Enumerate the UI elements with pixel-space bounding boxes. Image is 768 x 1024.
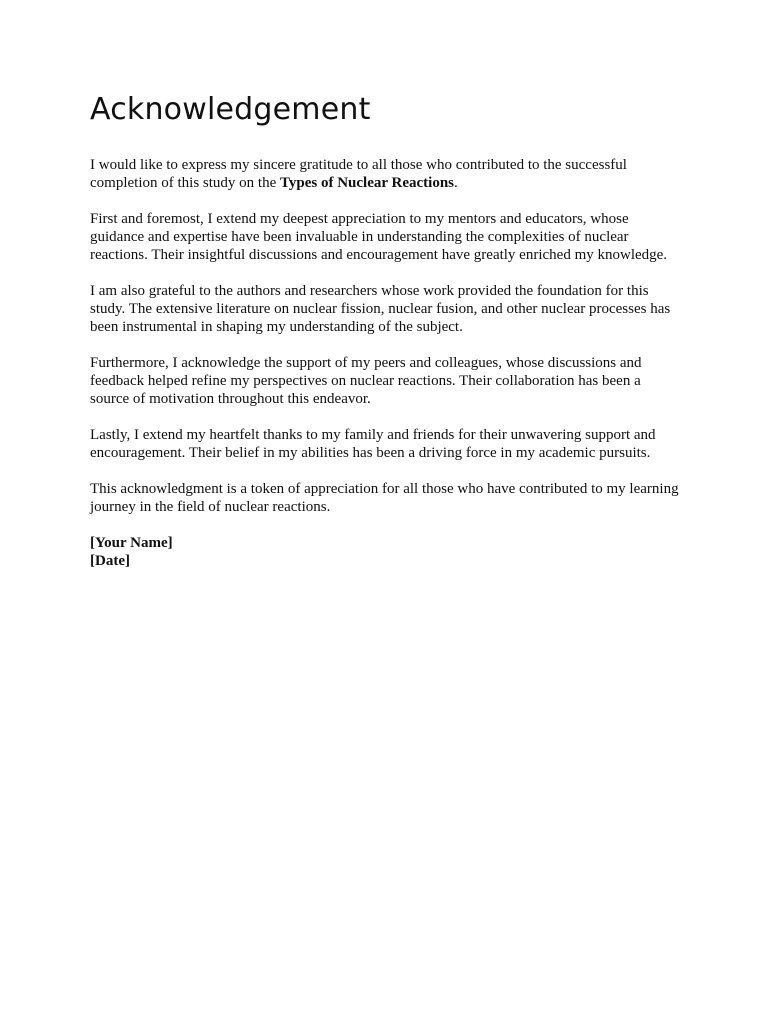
peers-paragraph: Furthermore, I acknowledge the support of my peers and colleagues, whose discussions and feedback helped refine my perspectives on nuclear reactions. Their collaboration has been a source of motivation throughout this endeavor.: [90, 355, 642, 407]
closing-paragraph: This acknowledgment is a token of appreciation for all those who have contributed to my learning journey in the field of nuclear reactions.: [90, 481, 679, 515]
intro-text-after: .: [454, 175, 458, 191]
intro-text-before: I would like to express my sincere gratitude to all those who contributed to the successful completion of this study on the: [90, 157, 627, 191]
study-topic: Types of Nuclear Reactions: [279, 175, 454, 191]
signature-date: [Date]: [90, 553, 130, 569]
signature-name: [Your Name]: [90, 535, 173, 551]
family-paragraph: Lastly, I extend my heartfelt thanks to my family and friends for their unwavering support and encouragement. Their belief in my abilities has been a driving force in my academic pursuits.: [90, 427, 656, 461]
mentors-paragraph: First and foremost, I extend my deepest appreciation to my mentors and educators, whose guidance and expertise have been invaluable in understanding the complexities of nuclear reactions. Their insightful discussions and encouragement have greatly enriched my knowledge.: [90, 211, 668, 263]
document-content: [90, 88, 682, 570]
page-title: Acknowledgement: [90, 92, 371, 127]
authors-paragraph: I am also grateful to the authors and researchers whose work provided the foundation for this study. The extensive literature on nuclear fission, nuclear fusion, and other nuclear processes has been instrumental in shaping my understanding of the subject.: [90, 283, 671, 335]
intro-paragraph: [90, 156, 682, 192]
